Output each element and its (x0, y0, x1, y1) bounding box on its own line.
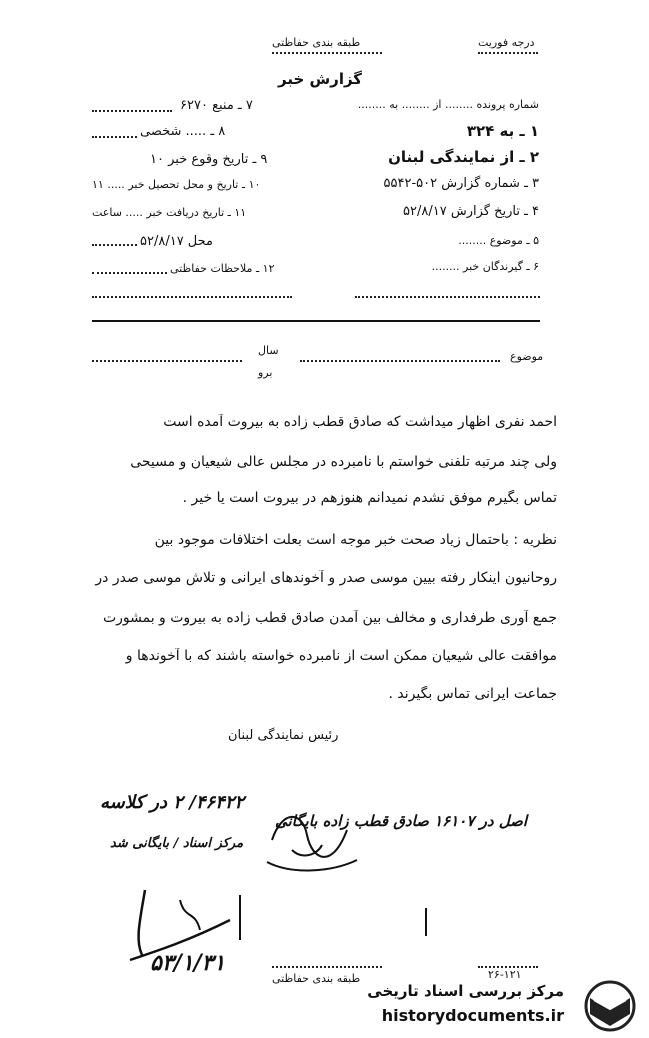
body-line-4: نظریه : باحتمال زیاد صحت خبر موجه است بعلت اختلافات موجود بین (154, 532, 557, 548)
subject-side-bottom: برو (258, 366, 273, 379)
watermark-url: historydocuments.ir (381, 1006, 564, 1025)
field-dots-r1 (355, 296, 540, 298)
field-report-number: ۳ ـ شماره گزارش ۵۰۲-۵۵۴۲ (383, 176, 539, 191)
body-line-7: موافقت عالی شیعیان ممکن است از نامبرده خواسته باشند که با آخوندها و (125, 648, 557, 664)
field-dots-l3 (92, 244, 137, 246)
header-dots-left (272, 52, 382, 54)
field-from: ۲ ـ از نمایندگی لبنان (388, 148, 539, 166)
body-line-5: روحانیون اینکار رفته بیین موسی صدر و آخوندهای ایرانی و تلاش موسی صدر در (95, 570, 557, 586)
field-personal: ۸ ـ ..... شخصی (140, 124, 226, 139)
page-title: گزارش خبر (278, 70, 363, 88)
signature-scribble-icon (262, 800, 362, 880)
body-line-2: ولی چند مرتبه تلفنی خواستم با نامبرده در مجلس عالی شیعیان و مسیحی (130, 454, 557, 470)
vertical-mark (425, 908, 427, 936)
subject-label: موضوع (510, 350, 544, 363)
header-dots-right (478, 52, 538, 54)
subject-dots-right (300, 360, 500, 362)
signature-title: رئیس نمایندگی لبنان (228, 728, 339, 743)
field-subject: ۵ ـ موضوع ........ (458, 234, 539, 247)
field-receive-date: ۱۱ ـ تاریخ دریافت خبر ..... ساعت (92, 206, 247, 219)
field-event-date: ۹ ـ تاریخ وقوع خبر ۱۰ (150, 152, 268, 167)
field-acquire-date: ۱۰ ـ تاریخ و محل تحصیل خبر ..... ۱۱ (92, 178, 261, 191)
body-line-3: تماس بگیرم موفق نشدم نمیدانم هنوزهم در بیروت است یا خیر . (182, 490, 557, 506)
field-dots-l1 (92, 110, 172, 112)
handwritten-stamp-note: اصل در ۱۶۱۰۷ صادق قطب زاده بایگانی (275, 812, 528, 830)
subject-side-top: سال (258, 344, 279, 357)
field-to: ۱ ـ به ۳۲۴ (466, 122, 539, 140)
body-line-1: احمد نفری اظهار میداشت که صادق قطب زاده به بیروت آمده است (163, 414, 557, 430)
field-dots-l5 (92, 296, 292, 298)
footer-category: طبقه بندی حفاظتی (272, 972, 361, 985)
field-recipients: ۶ ـ گیرندگان خبر ........ (431, 260, 539, 273)
watermark (360, 978, 642, 1034)
body-line-8: جماعت ایرانی تماس بگیرند . (388, 686, 557, 702)
footer-dots-left (272, 966, 382, 968)
field-source: ۷ ـ منبع ۶۲۷۰ (180, 98, 253, 113)
handwritten-archive-note: مرکز اسناد / بایگانی شد (110, 836, 244, 851)
field-place: محل ۵۲/۸/۱۷ (140, 234, 214, 249)
footer-code: ۲۶-۱۲۱ (488, 968, 522, 981)
priority-label: درجه فوریت (478, 36, 535, 49)
section-divider (92, 320, 540, 322)
field-report-date: ۴ ـ تاریخ گزارش ۵۲/۸/۱۷ (403, 204, 539, 219)
handwritten-date: ۵۳/۱/۳۱ (150, 950, 226, 976)
body-line-6: جمع آوری طرفداری و مخالف بین آمدن صادق قطب زاده به بیروت و بمشورت (102, 610, 557, 626)
handwritten-file-number: ۴۶۴۲۲/ ۲ در کلاسه (100, 792, 245, 813)
field-dots-l4 (92, 272, 167, 274)
archive-logo-icon (580, 980, 640, 1032)
field-dots-l2 (92, 136, 137, 138)
field-file-number: شماره پرونده ........ از ........ به ........ (357, 98, 539, 111)
watermark-name: مرکز بررسی اسناد تاریخی (367, 982, 564, 1000)
field-security-notes: ۱۲ ـ ملاحظات حفاظتی (170, 262, 275, 275)
subject-dots-left (92, 360, 242, 362)
classification-label: طبقه بندی حفاظتی (272, 36, 361, 49)
